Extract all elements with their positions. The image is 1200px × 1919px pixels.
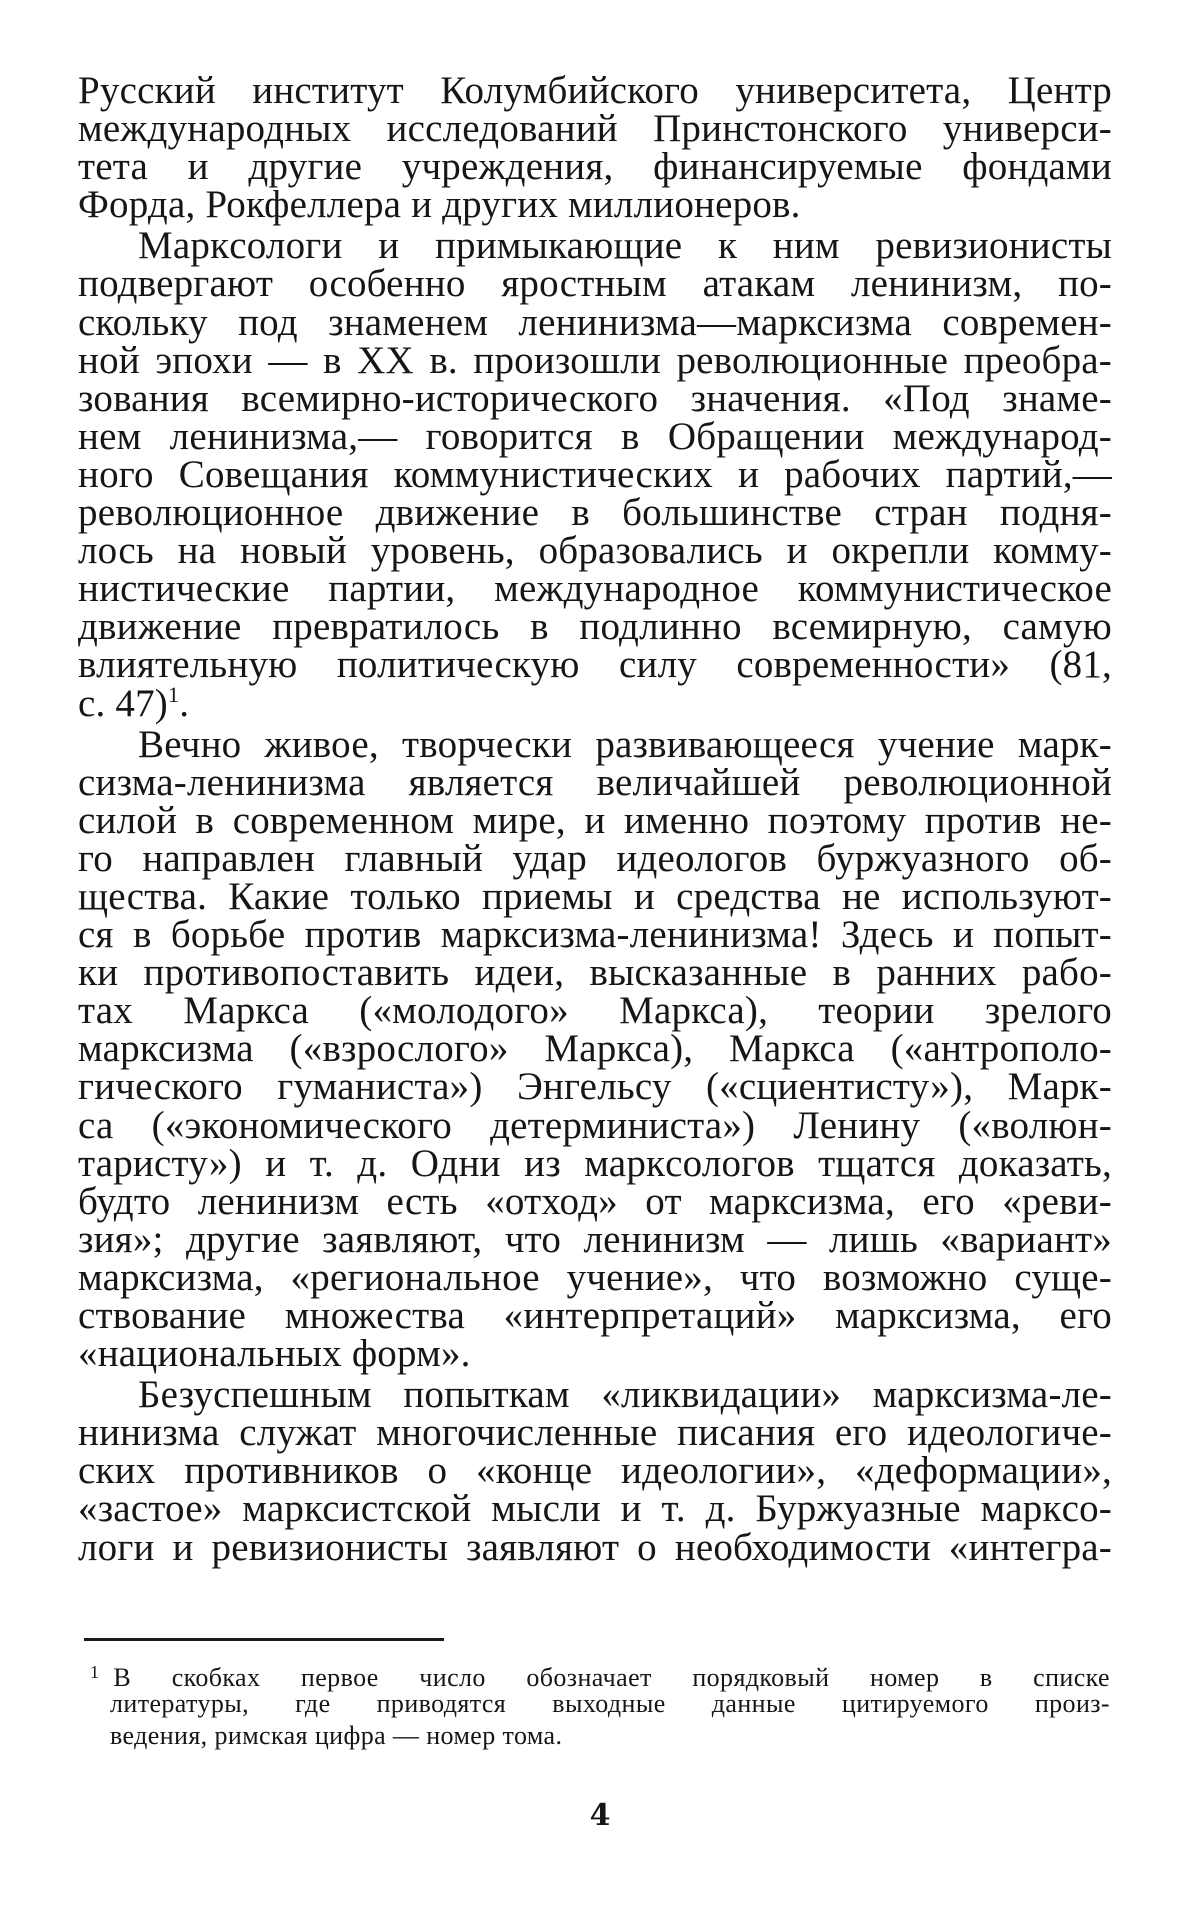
text-line: Русский институт Колумбийского университета, Центр (78, 69, 1112, 112)
text-line: марксизма, «региональное учение», что возможно суще- (78, 1255, 1112, 1299)
text-line: го направлен главный удар идеологов буржуазного об- (78, 836, 1112, 880)
text-line: щества. Какие только приемы и средства не используют- (78, 874, 1112, 918)
text-line: ских противников о «конце идеологии», «деформации», (78, 1449, 1112, 1493)
text-line: тах Маркса («молодого» Маркса), теории зрелого (78, 989, 1112, 1033)
text-line: зия»; другие заявляют, что ленинизм — лишь «вариант» (78, 1217, 1112, 1261)
main-text (78, 69, 1112, 1569)
paragraph (78, 69, 1112, 227)
footnote-separator (84, 1638, 444, 1641)
text-line: подвергают особенно яростным атакам ленинизм, по- (78, 262, 1112, 306)
text-line: силой в современном мире, и именно поэтому против не- (78, 798, 1112, 842)
footnote-line: ведения, римская цифра — номер тома. (110, 1721, 563, 1750)
text-line: ствование множества «интерпретаций» марксизма, его (78, 1294, 1112, 1337)
text-line: международных исследований Принстонского универси- (78, 107, 1112, 151)
paragraph (78, 224, 1112, 725)
page-number: 4 (589, 1798, 611, 1833)
text-line: будто ленинизм есть «отход» от марксизма, его «реви- (78, 1179, 1112, 1223)
text-line (78, 681, 1112, 725)
text-line: лось на новый уровень, образовались и окрепли комму- (78, 529, 1112, 573)
footnote-text: В скобках первое число обозначает порядковый номер в списке (113, 1663, 1110, 1692)
text-line: Безуспешным попыткам «ликвидации» марксизма-ле- (138, 1373, 1112, 1417)
footnote-reference[interactable]: 1 (168, 681, 180, 707)
text-line: движение превратилось в подлинно всемирную, самую (78, 605, 1112, 649)
footnote-line (80, 1656, 1110, 1692)
text-line: марксизма («взрослого» Маркса), Маркса («антрополо- (78, 1027, 1112, 1071)
text-line: логи и ревизионисты заявляют о необходимости «интегра- (78, 1525, 1112, 1569)
text-line: Маркcологи и примыкающие к ним ревизионисты (138, 224, 1112, 268)
text-line: тета и другие учреждения, финансируемые фондами (78, 145, 1112, 189)
text-line: зования всемирно-исторического значения. «Под знаме- (78, 376, 1112, 420)
text-line: таристу») и т. д. Одни из маркcологов тщатся доказать, (78, 1141, 1112, 1185)
text-line: ного Совещания коммунистических и рабочих партий,— (78, 452, 1112, 496)
text-line: нистические партии, международное коммунистическое (78, 567, 1112, 611)
paragraph (78, 722, 1112, 1376)
text-line: революционное движение в большинстве стран подня- (78, 491, 1112, 535)
text-line: нинизма служат многочисленные писания его идеологиче- (78, 1411, 1112, 1455)
text-line: ной эпохи — в XX в. произошли революционные преобра- (78, 338, 1112, 382)
text-line: нем ленинизма,— говорится в Обращении международ- (78, 414, 1112, 458)
footnote-line: литературы, где приводятся выходные данные цитируемого произ- (110, 1689, 1110, 1718)
text-line: Форда, Рокфеллера и других миллионеров. (78, 183, 801, 227)
footnote (80, 1656, 1110, 1752)
sentence-end: . (179, 681, 190, 725)
footnote-marker: 1 (90, 1662, 100, 1682)
text-line: влиятельную политическую силу современности» (81, (78, 643, 1112, 687)
paragraph (78, 1373, 1112, 1569)
text-line: «застое» марксистской мысли и т. д. Буржуазные маркcо- (78, 1487, 1112, 1531)
text-line: скольку под знаменем ленинизма—марксизма современ- (78, 300, 1112, 344)
text-line: ки противопоставить идеи, высказанные в ранних рабо- (78, 951, 1112, 995)
text-line: са («экономического детерминиста») Ленину («волюн- (78, 1103, 1112, 1147)
text-line: ся в борьбе против марксизма-ленинизма! Здесь и попыт- (78, 913, 1112, 957)
text-line: гического гуманиста») Энгельсу («сциентисту»), Марк- (78, 1065, 1112, 1109)
text-line: «национальных форм». (78, 1332, 471, 1376)
text-line: сизма-ленинизма является величайшей революционной (78, 760, 1112, 804)
text-line-content: с. 47) (78, 681, 168, 725)
text-line: Вечно живое, творчески развивающееся учение марк- (138, 722, 1112, 766)
